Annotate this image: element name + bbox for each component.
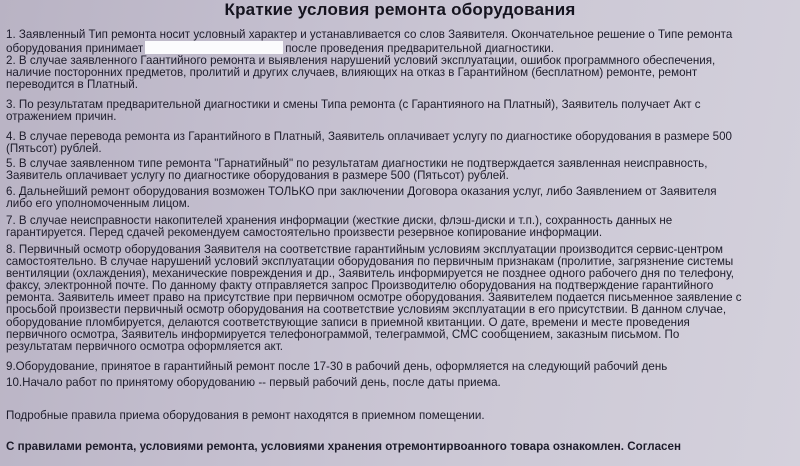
text-line: отражением причин. [6, 110, 117, 123]
text-line: 7. В случае неисправности накопителей хранения информации (жесткие диски, флэш-диски и т.п.), сохранность данных не [6, 214, 673, 227]
text-line: оборудование пломбируется, делаются соответствующие записи в приемной квитанции. О дате, времени и месте проведения [6, 316, 690, 329]
text-line: 9.Оборудование, принятое в гарантийный ремонт после 17-30 в рабочий день, оформляется на следующий рабочий день [6, 360, 668, 373]
text-line: 4. В случае перевода ремонта из Гарантийного в Платный, Заявитель оплачивает услугу по диагностике оборудования в размере 500 [6, 130, 732, 143]
text-line [6, 41, 554, 55]
text-line: 5. В случае заявленном типе ремонта "Гарнатийный" по результатам диагностики не подтверждается заявленная неисправность, [6, 157, 708, 170]
text-line: либо его уполномоченным лицом. [6, 197, 190, 210]
text-line: наличие посторонних предметов, пролитий и других случаев, влияющих на отказ в Гарантийном (бесплатном) ремонте, ремонт [6, 66, 698, 79]
text-line: 2. В случае заявленного Гаантийного ремонта и выявления нарушений условий эксплуатации, ошибок программного обеспечения, [6, 54, 716, 67]
text-line: Заявитель оплачивает услугу по диагностике оборудования в размере 500 (Пятьсот) рублей. [6, 169, 509, 182]
text-line: 6. Дальнейший ремонт оборудования возможен ТОЛЬКО при заключении Договора оказания услуг, либо Заявлением от Заявителя [6, 185, 717, 198]
text-line: Подробные правила приема оборудования в ремонт находятся в приемном помещении. [6, 409, 485, 422]
text-fragment: после проведения предварительной диагностики. [285, 42, 554, 55]
agreement-line: С правилами ремонта, условиями ремонта, условиями хранения отремонтирвоанного товара ознакомлен. Согласен [6, 440, 681, 453]
text-line: (Пятьсот) рублей. [6, 142, 102, 155]
text-line: 1. Заявленный Тип ремонта носит условный характер и устанавливается со слов Заявителя. Окончательное решение о Типе ремонта [6, 28, 733, 41]
document-title: Краткие условия ремонта оборудования [224, 0, 576, 19]
redacted-field [145, 41, 283, 54]
text-line: переводится в Платный. [6, 78, 138, 91]
text-line: ремонта. Заявитель имеет право на присутствие при первичном осмотре оборудования. Заявителем подается письменное заявление с [6, 291, 742, 304]
text-line: 10.Начало работ по принятому оборудованию -- первый рабочий день, после даты приема. [6, 376, 501, 389]
text-line: первичного осмотра, Заявитель информируется телефонограммой, телеграммой, СМС сообщением, заказным письмом. По [6, 328, 680, 341]
text-line: факсу, электронной почте. По данному факту отправляется запрос Производителю оборудования на подтверждение гарантийного [6, 279, 714, 292]
text-fragment: оборудования принимает [6, 42, 144, 55]
text-line: результатам первичного осмотра оформляется акт. [6, 340, 283, 353]
text-line: 8. Первичный осмотр оборудования Заявителя на соответствие гарантийным условиям эксплуатации производится сервис-центром [6, 243, 723, 256]
text-line: гарантируется. Перед сдачей рекомендуем самостоятельно произвести резервное копирование информации. [6, 226, 603, 239]
text-line: 3. По результатам предварительной диагностики и смены Типа ремонта (с Гарантияного на Платный), Заявитель получает Акт с [6, 98, 701, 111]
text-line: просьбой произвести первичный осмотр оборудования на соответствие условиям эксплуатации в его присутствии. В данном случае, [6, 303, 727, 316]
text-line: самостоятельно. В случае нарушений условий эксплуатации оборудования по первичным признакам (пролитие, загрязнение системы [6, 255, 734, 268]
text-line: вентиляции (охлаждения), механические повреждения и др., Заявитель информируется не позднее одного рабочего дня по телефону, [6, 267, 734, 280]
